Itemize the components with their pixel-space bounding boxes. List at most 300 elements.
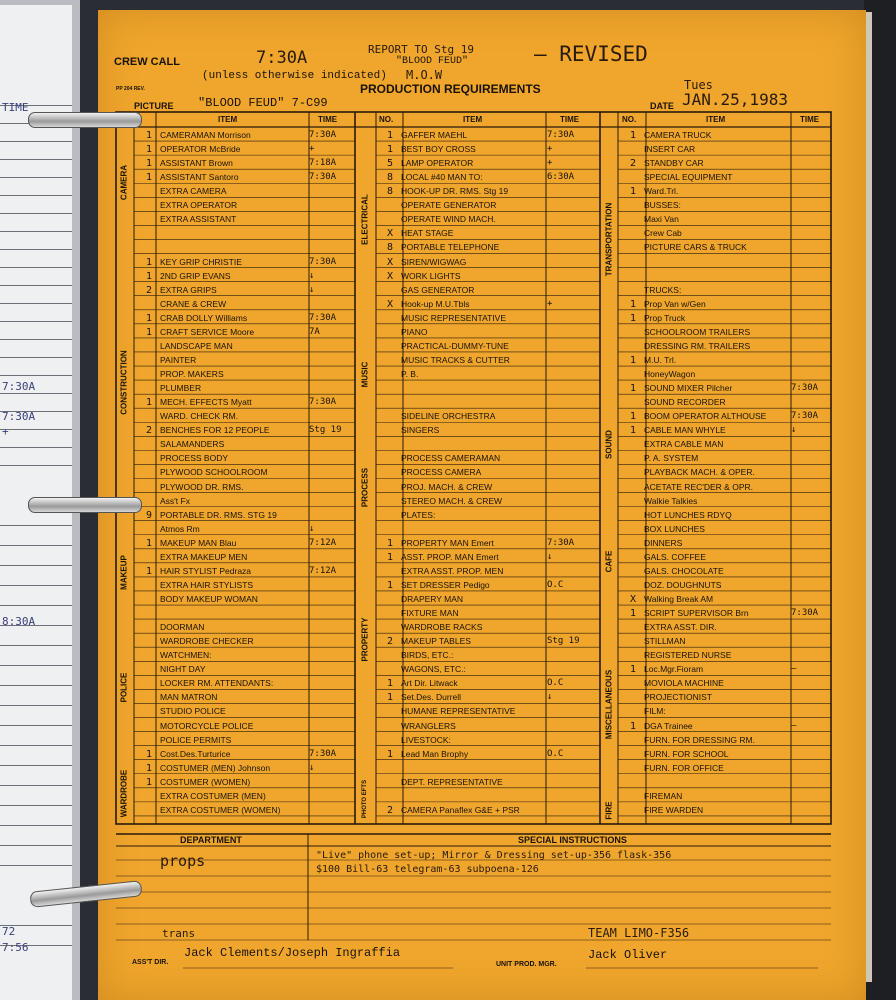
row-item: DRAPERY MAN [401, 593, 464, 604]
row-item: GAFFER MAEHL [401, 130, 468, 140]
table-row [600, 327, 831, 341]
table-row [600, 355, 831, 369]
table-row [357, 608, 587, 622]
row-number: X [629, 593, 637, 605]
row-item: KEY GRIP CHRISTIE [160, 256, 242, 267]
row-item: DINNERS [644, 537, 683, 548]
row-number: 1 [629, 298, 637, 310]
row-number: 1 [145, 565, 153, 577]
row-item: P. B. [401, 369, 419, 380]
table-row [116, 144, 349, 158]
row-time: 6:30A [547, 172, 575, 183]
table-row [116, 299, 349, 313]
row-item: BENCHES FOR 12 PEOPLE [160, 425, 270, 436]
table-row [357, 721, 587, 735]
row-number: 5 [386, 158, 394, 170]
row-number: 1 [629, 425, 637, 437]
table-row [357, 650, 587, 664]
row-item: GALS. COFFEE [644, 551, 706, 562]
table-row [357, 510, 587, 524]
table-row [600, 383, 831, 397]
table-row [600, 257, 831, 271]
date-label: DATE [650, 101, 674, 111]
row-number: 1 [145, 537, 153, 549]
table-row [357, 566, 587, 580]
section-fire: FIRE [604, 801, 614, 820]
row-item: P. A. SYSTEM [644, 453, 699, 464]
revised-label: – REVISED [534, 42, 648, 66]
row-number: 9 [145, 509, 153, 521]
table-row [600, 341, 831, 355]
left-note: 8:30A [2, 615, 36, 628]
table-row [116, 186, 349, 200]
row-number: 1 [629, 354, 637, 366]
binder-edge [864, 0, 896, 1000]
row-item: CAMERA Panaflex G&E + PSR [401, 804, 520, 815]
row-item: SOUND RECORDER [644, 397, 726, 408]
section-police: POLICE [119, 672, 129, 703]
row-item: DOZ. DOUGHNUTS [644, 579, 722, 590]
section-electrical: ELECTRICAL [360, 194, 370, 245]
row-item: FIREMAN [644, 790, 683, 801]
table-row [116, 749, 349, 763]
row-item: EXTRA GRIPS [160, 284, 217, 295]
row-item: CAMERA TRUCK [644, 130, 712, 140]
left-note: 7:56 [2, 941, 29, 954]
row-item: PORTABLE TELEPHONE [401, 242, 500, 253]
row-item: OPERATOR McBride [160, 144, 241, 155]
row-item: MAN MATRON [160, 692, 218, 703]
table-row [600, 580, 831, 594]
row-item: PROCESS BODY [160, 453, 229, 464]
table-row [357, 622, 587, 636]
row-time: — [791, 720, 797, 731]
row-item: BUSSES: [644, 200, 681, 211]
table-row [600, 285, 831, 299]
asst-dir-label: ASS'T DIR. [132, 959, 169, 966]
table-row [116, 706, 349, 720]
title-top: "BLOOD FEUD" [396, 56, 469, 67]
row-item: Lead Man Brophy [401, 748, 469, 759]
row-number: 1 [145, 158, 153, 170]
row-item: MUSIC TRACKS & CUTTER [401, 354, 510, 365]
row-time: 7:30A [309, 748, 337, 759]
row-item: DOORMAN [160, 622, 205, 633]
table-row [600, 482, 831, 496]
row-item: HEAT STAGE [401, 228, 454, 239]
row-item: CRANE & CREW [160, 298, 227, 309]
row-item: EXTRA ASSISTANT [160, 214, 237, 225]
row-item: SIREN/WIGWAG [401, 256, 467, 267]
row-number: 1 [386, 537, 394, 549]
row-time: 7:30A [309, 172, 337, 183]
row-item: PROJECTIONIST [644, 692, 713, 703]
table-row [357, 271, 587, 285]
row-time: 7:12A [309, 565, 337, 576]
row-item: EXTRA OPERATOR [160, 200, 238, 211]
table-row [116, 242, 349, 256]
table-row [116, 510, 349, 524]
row-item: GAS GENERATOR [401, 284, 475, 295]
row-number: 1 [145, 762, 153, 774]
section-wardrobe: WARDROBE [119, 769, 129, 818]
row-item: STANDBY CAR [644, 158, 704, 169]
row-item: ACETATE REC'DER & OPR. [644, 481, 753, 492]
table-row [600, 721, 831, 735]
table-row [116, 453, 349, 467]
row-time: 7:30A [791, 411, 819, 422]
table-row [600, 411, 831, 425]
trans-instruction: TEAM LIMO-F356 [588, 926, 690, 940]
table-row [357, 130, 587, 144]
table-row [600, 200, 831, 214]
row-item: SALAMANDERS [160, 439, 225, 450]
table-row [116, 200, 349, 214]
table-row [116, 341, 349, 355]
row-time: ↓ [309, 762, 315, 773]
table-row [357, 214, 587, 228]
col2-no-header: NO. [379, 115, 394, 124]
row-item: Walkie Talkies [644, 495, 698, 506]
row-item: LANDSCAPE MAN [160, 340, 233, 351]
row-number: 1 [145, 256, 153, 268]
row-item: POLICE PERMITS [160, 734, 232, 745]
crew-call-label: CREW CALL [114, 56, 180, 68]
row-item: Loc.Mgr.Fioram [644, 664, 704, 675]
row-item: PLATES: [401, 509, 436, 520]
table-row [116, 496, 349, 510]
table-row [116, 327, 349, 341]
row-time: 7:30A [547, 537, 575, 548]
table-row [600, 636, 831, 650]
row-item: EXTRA ASST. DIR. [644, 622, 717, 633]
table-row [357, 425, 587, 439]
row-item: BODY MAKEUP WOMAN [160, 593, 258, 604]
row-item: Hook-up M.U.Tbls [401, 298, 470, 309]
row-item: CABLE MAN WHYLE [644, 425, 726, 436]
table-row [600, 467, 831, 481]
row-item: SOUND MIXER Pilcher [644, 383, 733, 394]
table-row [600, 130, 831, 144]
row-item: PORTABLE DR. RMS. STG 19 [160, 509, 277, 520]
table-row [357, 735, 587, 749]
row-item: LIVESTOCK: [401, 734, 451, 745]
table-row [116, 622, 349, 636]
row-time: ↓ [791, 425, 797, 436]
row-time: 7:30A [309, 130, 337, 140]
table-row [357, 749, 587, 763]
row-item: CRAB DOLLY Williams [160, 312, 248, 323]
asst-dir-names: Jack Clements/Joseph Ingraffia [184, 946, 401, 960]
row-number: 8 [386, 172, 394, 184]
table-row [357, 664, 587, 678]
props-instruction-1: "Live" phone set-up; Mirror & Dressing set-up-356 flask-356 [316, 850, 672, 861]
table-row [357, 777, 587, 791]
row-item: HUMANE REPRESENTATIVE [401, 706, 516, 717]
table-row [116, 524, 349, 538]
table-row [600, 425, 831, 439]
row-number: 1 [386, 144, 394, 156]
row-number: 2 [145, 425, 153, 437]
table-row [116, 721, 349, 735]
row-item: MOVIOLA MACHINE [644, 678, 724, 689]
table-row [116, 664, 349, 678]
row-item: COSTUMER (WOMEN) [160, 776, 251, 787]
row-number: 1 [145, 270, 153, 282]
row-time: + [547, 158, 553, 169]
table-row [357, 552, 587, 566]
row-item: M.U. Trl. [644, 354, 677, 365]
table-row [600, 453, 831, 467]
row-item: PLAYBACK MACH. & OPER. [644, 467, 755, 478]
table-row [357, 144, 587, 158]
table-row [116, 439, 349, 453]
table-row [600, 496, 831, 510]
row-item: 2ND GRIP EVANS [160, 270, 231, 281]
row-number: 1 [145, 748, 153, 760]
row-item: SCRIPT SUPERVISOR Brn [644, 608, 749, 619]
table-row [116, 271, 349, 285]
table-row [600, 706, 831, 720]
row-item: PROP. MAKERS [160, 369, 224, 380]
row-item: LOCKER RM. ATTENDANTS: [160, 678, 274, 689]
left-note: 7:30A [2, 380, 36, 393]
table-row [357, 636, 587, 650]
table-row [357, 172, 587, 186]
table-row [357, 580, 587, 594]
table-row [600, 242, 831, 256]
row-time: 7:30A [547, 130, 575, 140]
row-item: STUDIO POLICE [160, 706, 226, 717]
row-item: EXTRA COSTUMER (MEN) [160, 790, 266, 801]
row-time: 7:30A [791, 383, 819, 394]
section-sound: SOUND [604, 430, 614, 459]
row-item: COSTUMER (MEN) Johnson [160, 762, 271, 773]
table-row [600, 608, 831, 622]
special-instructions-label: SPECIAL INSTRUCTIONS [518, 835, 627, 845]
row-item: REGISTERED NURSE [644, 650, 732, 661]
row-time: + [547, 298, 553, 309]
picture-label: PICTURE [134, 101, 174, 111]
table-row [357, 200, 587, 214]
table-row [600, 594, 831, 608]
table-row [600, 158, 831, 172]
table-row [600, 678, 831, 692]
binder-ring-top [28, 112, 142, 128]
left-note: 7:30A [2, 410, 36, 423]
table-row [600, 439, 831, 453]
row-time: 7A [309, 326, 320, 337]
col2-item-header: ITEM [463, 115, 483, 124]
table-row [357, 285, 587, 299]
section-process: PROCESS [360, 467, 370, 508]
production-requirements-title: PRODUCTION REQUIREMENTS [360, 82, 541, 96]
row-number: X [386, 228, 394, 240]
section-construction: CONSTRUCTION [119, 350, 129, 415]
row-item: HOOK-UP DR. RMS. Stg 19 [401, 186, 509, 197]
left-note: 72 [2, 925, 16, 938]
row-item: EXTRA CAMERA [160, 186, 227, 197]
row-item: PLUMBER [160, 383, 202, 394]
table-row [600, 805, 831, 819]
row-item: BIRDS, ETC.: [401, 650, 454, 661]
row-item: FURN. FOR DRESSING RM. [644, 734, 755, 745]
table-row [357, 383, 587, 397]
row-item: BEST BOY CROSS [401, 144, 476, 155]
row-item: Atmos Rm [160, 523, 200, 534]
row-item: FIRE WARDEN [644, 804, 704, 815]
row-number: 1 [629, 664, 637, 676]
row-item: NIGHT DAY [160, 664, 206, 675]
table-row [116, 285, 349, 299]
col2-time-header: TIME [560, 115, 580, 124]
row-item: SPECIAL EQUIPMENT [644, 172, 733, 183]
row-time: 7:18A [309, 158, 337, 169]
row-item: DGA Trainee [644, 720, 693, 731]
table-row [357, 482, 587, 496]
row-item: HOT LUNCHES RDYQ [644, 509, 732, 520]
row-number: 2 [145, 284, 153, 296]
table-row [600, 552, 831, 566]
row-time: ↓ [309, 523, 315, 534]
table-row [357, 228, 587, 242]
table-row [600, 369, 831, 383]
row-number: 1 [386, 748, 394, 760]
row-number: 1 [629, 411, 637, 423]
row-number: 2 [386, 636, 394, 648]
row-item: WARD. CHECK RM. [160, 411, 239, 422]
row-item: WARDROBE RACKS [401, 622, 483, 633]
props-instruction-2: $100 Bill-63 telegram-63 subpoena-126 [316, 864, 539, 875]
table-row [116, 552, 349, 566]
table-row [116, 538, 349, 552]
row-item: DEPT. REPRESENTATIVE [401, 776, 503, 787]
row-time: 7:30A [309, 397, 337, 408]
table-row [357, 692, 587, 706]
row-item: EXTRA COSTUMER (WOMEN) [160, 804, 281, 815]
row-item: STEREO MACH. & CREW [401, 495, 503, 506]
table-row [116, 411, 349, 425]
table-row [116, 482, 349, 496]
row-item: PLYWOOD DR. RMS. [160, 481, 244, 492]
row-item: LOCAL #40 MAN TO: [401, 172, 483, 183]
row-item: Crew Cab [644, 228, 682, 239]
binder-ring-middle [28, 497, 142, 513]
row-item: Prop Truck [644, 312, 686, 323]
row-item: MAKEUP TABLES [401, 636, 471, 647]
table-row [116, 214, 349, 228]
table-row [357, 467, 587, 481]
row-number: 1 [145, 397, 153, 409]
section-cafe: CAFE [604, 550, 614, 573]
row-item: FURN. FOR SCHOOL [644, 748, 729, 759]
unless-otherwise: (unless otherwise indicated) [202, 70, 387, 82]
form-number: PP 204 REV. [116, 86, 145, 92]
upm-label: UNIT PROD. MGR. [496, 961, 557, 968]
row-item: PROJ. MACH. & CREW [401, 481, 493, 492]
row-item: HAIR STYLIST Pedraza [160, 565, 252, 576]
row-item: WRANGLERS [401, 720, 456, 731]
table-row [357, 763, 587, 777]
col3-item-header: ITEM [706, 115, 726, 124]
row-item: Ward.Trl. [644, 186, 679, 197]
row-time: + [309, 144, 315, 155]
row-item: ASSISTANT Santoro [160, 172, 239, 183]
table-row [357, 257, 587, 271]
row-number: 1 [629, 720, 637, 732]
section-transportation: TRANSPORTATION [604, 202, 614, 277]
table-row [357, 524, 587, 538]
table-row [357, 299, 587, 313]
row-number: 1 [629, 312, 637, 324]
section-music: MUSIC [360, 361, 370, 388]
row-item: PROPERTY MAN Emert [401, 537, 494, 548]
department-trans: trans [162, 927, 196, 940]
table-row [116, 608, 349, 622]
table-row [116, 636, 349, 650]
table-row [357, 453, 587, 467]
table-row [600, 692, 831, 706]
row-item: FURN. FOR OFFICE [644, 762, 724, 773]
row-item: WARDROBE CHECKER [160, 636, 254, 647]
row-item: EXTRA MAKEUP MEN [160, 551, 248, 562]
row-number: X [386, 256, 394, 268]
row-item: WAGONS, ETC.: [401, 664, 466, 675]
table-row [116, 594, 349, 608]
row-time: 7:30A [309, 256, 337, 267]
section-property: PROPERTY [360, 617, 370, 662]
upm-name: Jack Oliver [588, 948, 668, 962]
row-item: EXTRA HAIR STYLISTS [160, 579, 254, 590]
table-row [116, 735, 349, 749]
row-time: O.C [547, 579, 564, 590]
row-item: Cost.Des.Turturice [160, 748, 231, 759]
table-row [357, 355, 587, 369]
row-item: Prop Van w/Gen [644, 298, 706, 309]
row-item: PAINTER [160, 354, 197, 365]
row-item: WATCHMEN: [160, 650, 212, 661]
crew-call-time: 7:30A [256, 48, 308, 68]
row-item: OPERATE GENERATOR [401, 200, 497, 211]
table-row [357, 805, 587, 819]
row-number: 1 [386, 130, 394, 141]
row-item: Ass't Fx [160, 495, 190, 506]
table-row [116, 777, 349, 791]
table-row [116, 313, 349, 327]
section-miscellaneous: MISCELLANEOUS [604, 669, 614, 740]
row-item: WORK LIGHTS [401, 270, 461, 281]
row-number: 1 [145, 172, 153, 184]
row-item: SCHOOLROOM TRAILERS [644, 326, 751, 337]
table-row [600, 510, 831, 524]
row-time: O.C [547, 678, 564, 689]
row-item: SET DRESSER Pedigo [401, 579, 490, 590]
table-row [600, 791, 831, 805]
table-row [116, 257, 349, 271]
table-row [600, 777, 831, 791]
row-item: STILLMAN [644, 636, 686, 647]
row-time: O.C [547, 748, 564, 759]
table-row [116, 467, 349, 481]
table-row [600, 397, 831, 411]
table-row [357, 678, 587, 692]
table-row [600, 313, 831, 327]
row-time: 7:12A [309, 537, 337, 548]
row-item: MECH. EFFECTS Myatt [160, 397, 252, 408]
row-item: Art Dir. Litwack [401, 678, 458, 689]
row-number: X [386, 298, 394, 310]
day: Tues [684, 78, 713, 92]
